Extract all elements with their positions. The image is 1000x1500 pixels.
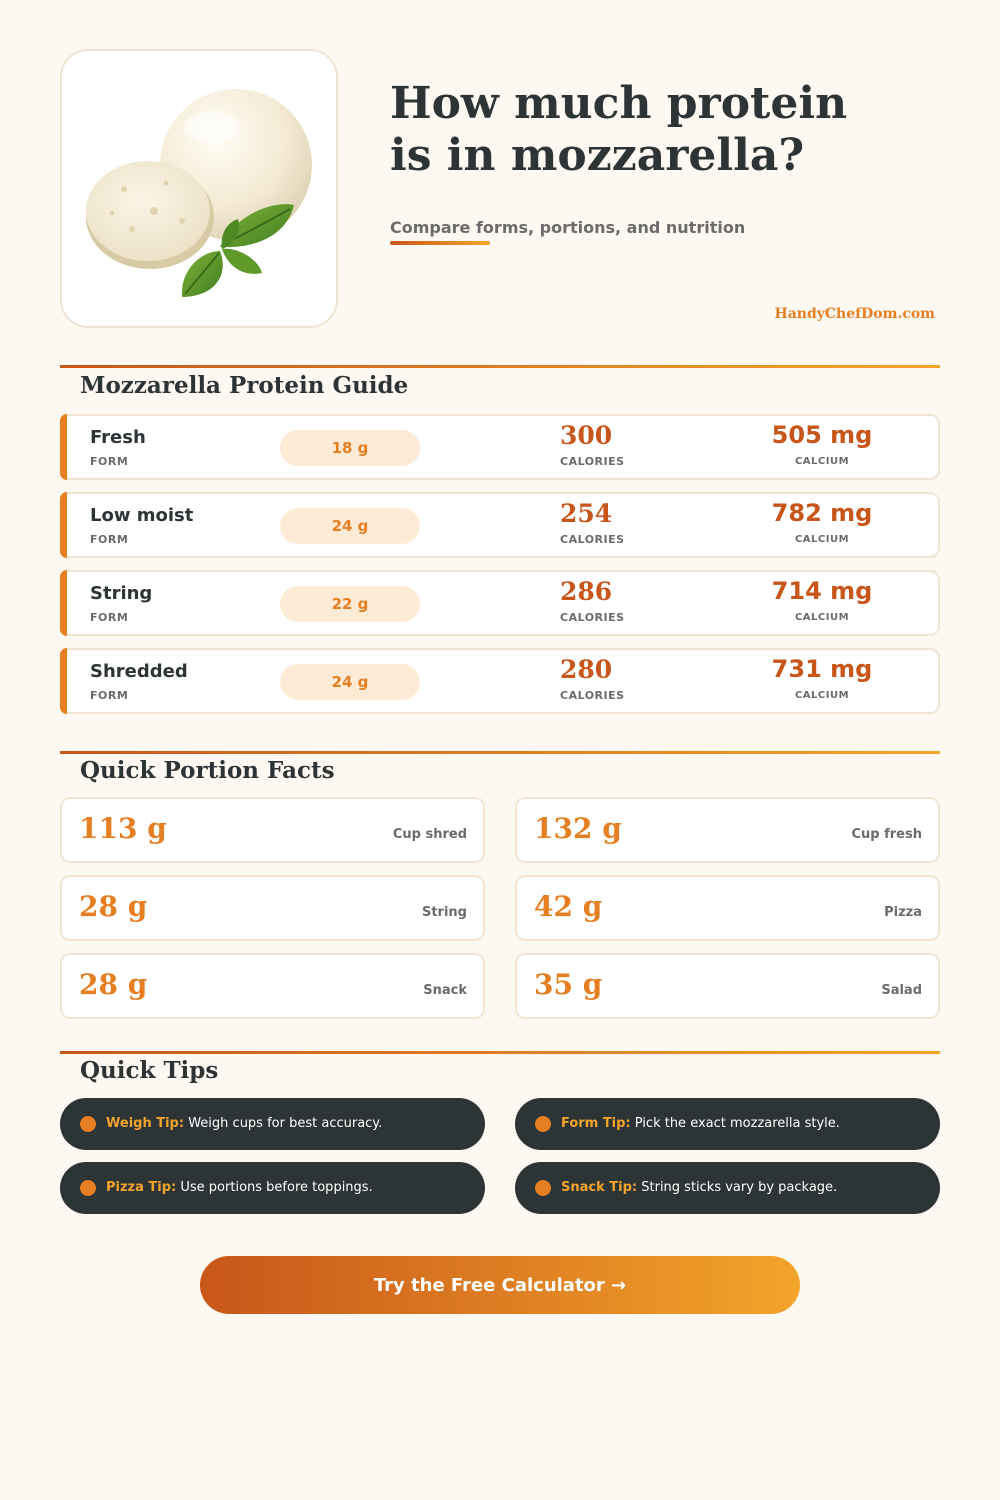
form-name: Fresh — [90, 427, 146, 448]
hero-image-card — [60, 49, 338, 328]
portion-label: String — [421, 905, 467, 920]
form-name: String — [90, 583, 153, 604]
tip-snack — [515, 1162, 940, 1214]
tips-section-title: Quick Tips — [80, 1057, 219, 1084]
tip-bullet-icon — [80, 1180, 96, 1196]
calories-value: 286 — [560, 577, 613, 606]
calcium-value: 714 mg — [771, 577, 873, 605]
portion-value: 113 g — [79, 812, 167, 845]
protein-badge: 24 g — [280, 508, 420, 544]
page-subtitle: Compare forms, portions, and nutrition — [390, 218, 746, 237]
portion-card — [515, 953, 940, 1019]
form-label: FORM — [90, 611, 129, 624]
tip-body: Weigh cups for best accuracy. — [188, 1116, 383, 1131]
mozzarella-icon — [62, 51, 338, 328]
guide-row-low-moist — [60, 492, 940, 558]
portions-section-title: Quick Portion Facts — [80, 757, 335, 784]
portion-card — [60, 875, 485, 941]
portion-value: 42 g — [534, 890, 603, 923]
tip-label: Pizza Tip: — [106, 1180, 177, 1195]
calcium-value: 505 mg — [771, 421, 873, 449]
tip-text — [106, 1162, 373, 1214]
tip-label: Weigh Tip: — [106, 1116, 185, 1131]
portion-label: Pizza — [884, 905, 922, 920]
guide-section-title: Mozzarella Protein Guide — [80, 372, 409, 399]
guide-row-shredded — [60, 648, 940, 714]
tip-label: Snack Tip: — [561, 1180, 638, 1195]
brand-link[interactable]: HandyChefDom.com — [774, 306, 935, 322]
portion-label: Cup shred — [392, 827, 467, 842]
form-label: FORM — [90, 533, 129, 546]
section-divider — [60, 1051, 940, 1054]
tip-text — [106, 1098, 382, 1150]
calcium-label: CALCIUM — [794, 690, 850, 701]
portion-label: Cup fresh — [851, 827, 922, 842]
calcium-label: CALCIUM — [794, 534, 850, 545]
form-label: FORM — [90, 689, 129, 702]
row-accent-bar — [60, 570, 67, 636]
portion-value: 132 g — [534, 812, 622, 845]
tip-weigh — [60, 1098, 485, 1150]
guide-row-fresh — [60, 414, 940, 480]
calories-value: 254 — [560, 499, 613, 528]
tip-body: Pick the exact mozzarella style. — [634, 1116, 840, 1131]
portion-card — [60, 953, 485, 1019]
protein-badge: 24 g — [280, 664, 420, 700]
portion-value: 28 g — [79, 968, 148, 1001]
portion-card — [515, 875, 940, 941]
form-label: FORM — [90, 455, 129, 468]
guide-row-string — [60, 570, 940, 636]
tip-body: Use portions before toppings. — [180, 1180, 373, 1195]
form-name: Shredded — [90, 661, 188, 682]
row-accent-bar — [60, 492, 67, 558]
calcium-value: 731 mg — [771, 655, 873, 683]
tip-bullet-icon — [535, 1116, 551, 1132]
free-calculator-button[interactable]: Try the Free Calculator → — [200, 1256, 800, 1314]
portion-value: 35 g — [534, 968, 603, 1001]
tip-body: String sticks vary by package. — [641, 1180, 838, 1195]
tip-pizza — [60, 1162, 485, 1214]
calories-value: 300 — [560, 421, 613, 450]
calories-label: CALORIES — [560, 455, 625, 468]
portion-card — [60, 797, 485, 863]
tip-form — [515, 1098, 940, 1150]
calories-label: CALORIES — [560, 533, 625, 546]
tip-text — [561, 1162, 837, 1214]
section-divider — [60, 365, 940, 368]
tip-bullet-icon — [80, 1116, 96, 1132]
subtitle-underline — [390, 241, 490, 245]
calcium-label: CALCIUM — [794, 612, 850, 623]
calcium-label: CALCIUM — [794, 456, 850, 467]
tip-text — [561, 1098, 840, 1150]
calcium-value: 782 mg — [771, 499, 873, 527]
calories-label: CALORIES — [560, 611, 625, 624]
row-accent-bar — [60, 648, 67, 714]
protein-badge: 18 g — [280, 430, 420, 466]
tip-bullet-icon — [535, 1180, 551, 1196]
calories-value: 280 — [560, 655, 613, 684]
portion-label: Salad — [881, 983, 922, 998]
calories-label: CALORIES — [560, 689, 625, 702]
protein-badge: 22 g — [280, 586, 420, 622]
row-accent-bar — [60, 414, 67, 480]
section-divider — [60, 751, 940, 754]
page-title — [390, 78, 950, 182]
portion-value: 28 g — [79, 890, 148, 923]
portion-card — [515, 797, 940, 863]
title-line-2: is in mozzarella? — [390, 130, 805, 181]
form-name: Low moist — [90, 505, 194, 526]
portion-label: Snack — [423, 983, 467, 998]
tip-label: Form Tip: — [561, 1116, 631, 1131]
title-line-1: How much protein — [390, 78, 848, 129]
